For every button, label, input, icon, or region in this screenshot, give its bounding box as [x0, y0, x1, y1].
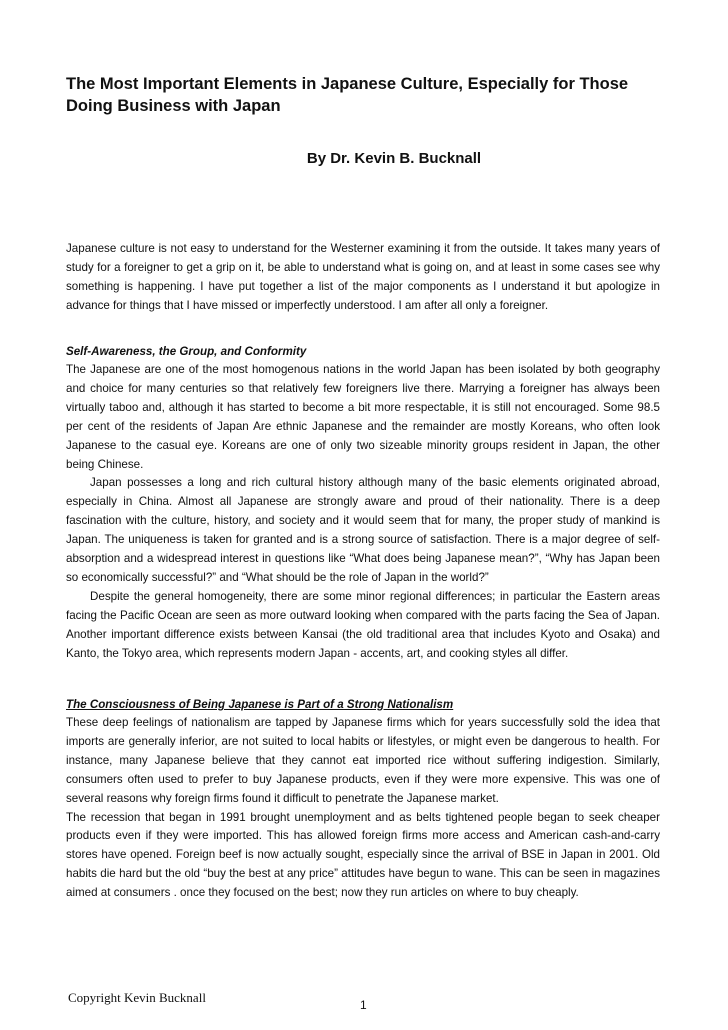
section-nationalism [66, 695, 660, 903]
intro-section [66, 240, 660, 316]
copyright-footer: Copyright Kevin Bucknall [68, 990, 206, 1005]
intro-paragraph: Japanese culture is not easy to understand for the Westerner examining it from the outside. It takes many years of study for a foreigner to get a grip on it, be able to understand what is going on, and at least in some cases see why something is happening. I have put together a list of the major components as I understand it but apologize in advance for things that I have missed or imperfectly understood. I am after all only a foreigner. [66, 242, 660, 312]
section-heading: The Consciousness of Being Japanese is Part of a Strong Nationalism [66, 698, 454, 711]
paragraph: Despite the general homogeneity, there are some minor regional differences; in particular the Eastern areas facing the Pacific Ocean are seen as more outward looking when compared with the parts facing the Sea of Japan. Another important difference exists between Kansai (the old traditional area that includes Kyoto and Osaka) and Kanto, the Tokyo area, which represents modern Japan - accents, art, and cooking styles all differ. [66, 589, 660, 660]
author-byline: By Dr. Kevin B. Bucknall [306, 150, 482, 167]
paragraph: Japan possesses a long and rich cultural history although many of the basic elements originated abroad, especially in China. Almost all Japanese are strongly aware and proud of their nationality. There is a deep fascination with the culture, history, and society and it would seem that for many, the proper study of mankind is Japan. The uniqueness is taken for granted and is a strong source of satisfaction. There is a major degree of self-absorption and a widespread interest in questions like “What does being Japanese mean?”, “Why has Japan been so economically successful?” and “What should be the role of Japan in the world?” [66, 476, 660, 584]
paragraph: These deep feelings of nationalism are tapped by Japanese firms which for years successfully sold the idea that imports are generally inferior, are not suited to local habits or lifestyles, or might even be dangerous to health. For instance, many Japanese believe that they cannot eat imported rice without suffering indigestion. Similarly, consumers often used to prefer to buy Japanese products, even if they were more expensive. This was one of several reasons why foreign firms found it difficult to penetrate the Japanese market. [66, 716, 660, 805]
document-title: The Most Important Elements in Japanese Culture, Especially for Those Doing Business with Japan [66, 75, 629, 115]
paragraph: The recession that began in 1991 brought unemployment and as belts tightened people began to seek cheaper products even if they were imported. This has allowed foreign firms more access and American cash-and-carry stores have opened. Foreign beef is now actually sought, especially since the arrival of BSE in Japan in 2001. Old habits die hard but the old “buy the best at any price” attitudes have begun to wane. This can be seen in magazines aimed at consumers . once they focused on the best; now they run articles on where to buy cheaply. [66, 810, 660, 900]
page-number: 1 [360, 998, 367, 1012]
section-heading: Self-Awareness, the Group, and Conformity [66, 345, 307, 358]
paragraph: The Japanese are one of the most homogenous nations in the world Japan has been isolated by both geography and choice for many centuries so that relatively few foreigners live there. Marrying a foreigner has always been virtually taboo and, although it has started to become a bit more respectable, it is still not encouraged. Some 98.5 per cent of the residents of Japan Are ethnic Japanese and the remainder are mostly Koreans, who often look Japanese to the casual eye. Koreans are one of only two sizeable minority groups resident in Japan, the other being Chinese. [66, 363, 660, 471]
section-self-awareness [66, 342, 660, 664]
